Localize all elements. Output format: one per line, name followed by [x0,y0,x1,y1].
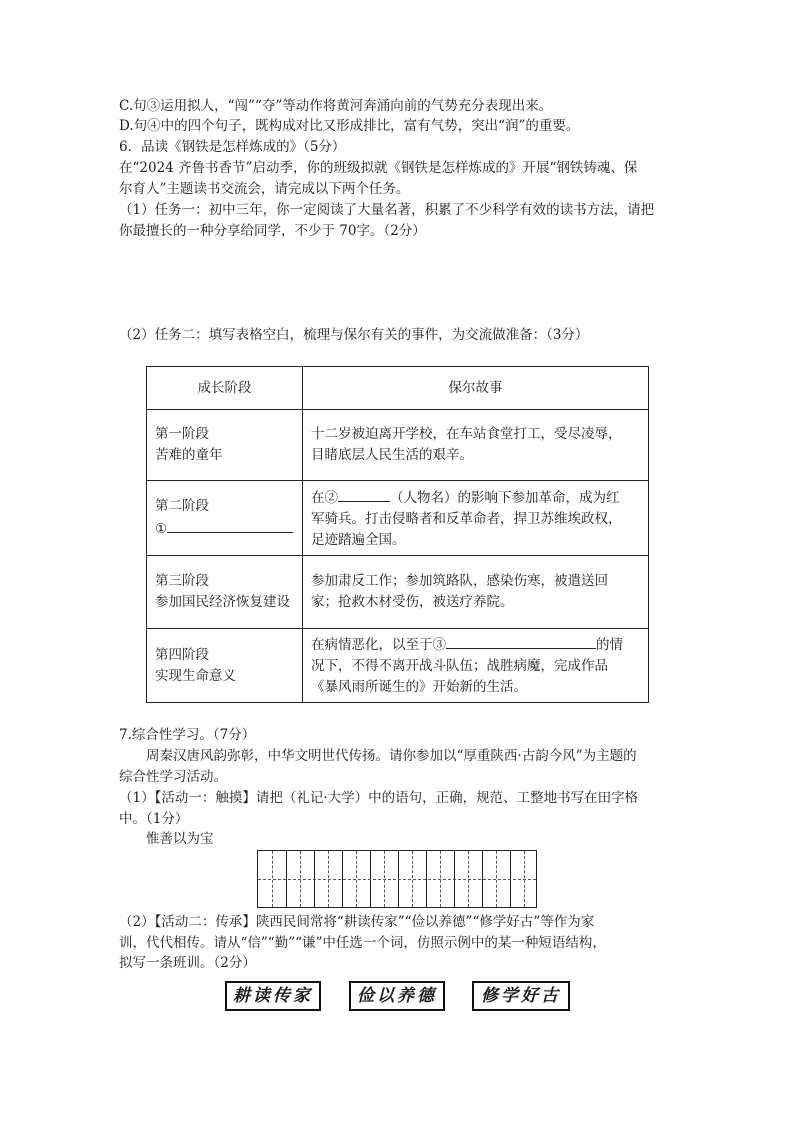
question-7-intro-line-1: 周秦汉唐风韵弥彰，中华文明世代传扬。请你参加以“厚重陕西·古韵今风”为主题的 [146,748,637,764]
stage-label: 第三阶段 [155,573,209,589]
activity-2-line-1: （2）【活动二：传承】陕西民间常将“耕读传家”“俭以养德”“修学好古”等作为家 [119,914,595,930]
story-line [311,486,640,509]
story-cell [303,481,649,556]
option-d: D.句④中的四个句子，既构成对比又形成排比，富有气势，突出“润”的重要。 [119,118,580,134]
story-cell [303,556,649,629]
paul-story-table [146,366,649,703]
stage-label: 第四阶段 [155,646,209,663]
story-line: 足迹踏遍全国。 [311,531,406,548]
question-6-title: 6．品读《钢铁是怎样炼成的》（5分） [119,139,346,155]
table-header-row [147,367,649,410]
activity-2-line-2: 训，代代相传。请从“信”“勤”“谦”中任选一个词，仿照示例中的某一种短语结构， [119,935,606,951]
story-fragment: （人物名）的影响下参加革命，成为红 [390,489,620,506]
story-fragment: 在病情恶化，以至于③ [311,637,446,653]
story-line: 家；抢救木材受伤，被送疗养院。 [311,594,514,610]
table-row [147,481,649,556]
stage-cell [147,410,303,481]
answer-blank-2[interactable] [338,486,390,502]
stage-blank-1 [155,517,294,540]
activity-1-line-2: 中。（1分） [119,811,189,827]
stage-name: 参加国民经济恢复建设 [155,594,290,610]
story-line: 十二岁被迫离开学校，在车站食堂打工，受尽凌辱， [311,426,622,442]
question-6-intro-line-2: 尔育人”主题读书交流会，请完成以下两个任务。 [119,181,410,197]
tianzige-writing-grid[interactable] [257,850,537,908]
table-row [147,556,649,629]
stage-name: 苦难的童年 [155,447,223,463]
motto-seal-3: 修学好古 [472,981,570,1011]
story-line: 况下，不得不离开战斗队伍；战胜病魔，完成作品 [311,658,608,674]
task-2-prompt: （2）任务二：填写表格空白，梳理与保尔有关的事件，为交流做准备：（3分） [119,327,589,343]
stage-label: 第一阶段 [155,426,209,442]
question-7-intro-line-2: 综合性学习活动。 [119,769,227,785]
answer-blank-3[interactable] [446,633,596,649]
motto-seal-1: 耕读传家 [225,981,321,1011]
table-row [147,629,649,703]
activity-1-sentence: 惟善以为宝 [146,831,214,847]
story-line: 目睹底层人民生活的艰辛。 [311,447,473,463]
story-line: 参加肃反工作；参加筑路队，感染伤寒，被遣送回 [311,573,608,589]
activity-2-line-3: 拟写一条班训。（2分） [119,955,256,971]
story-fragment: 的情 [596,637,623,653]
stage-cell [147,481,303,556]
story-line: 军骑兵。打击侵略者和反革命者，捍卫苏维埃政权， [311,510,622,527]
task-1-line-1: （1）任务一：初中三年，你一定阅读了大量名著，积累了不少科学有效的读书方法，请把 [119,202,655,218]
motto-seal-2: 俭以养德 [349,981,445,1011]
stage-label: 第二阶段 [155,498,209,514]
stage-cell [147,556,303,629]
story-line: 《暴风雨所诞生的》开始新的生活。 [311,679,527,695]
question-7-title: 7.综合性学习。（7分） [119,727,256,743]
stage-cell [147,629,303,703]
option-c: C.句③运用拟人，“闯”“夺”等动作将黄河奔涌向前的气势充分表现出来。 [119,98,553,114]
activity-1-line-1: （1）【活动一：触摸】请把（礼记·大学）中的语句，正确，规范、工整地书写在田字格 [119,790,639,806]
story-line [311,633,640,656]
story-fragment: 在② [311,489,338,506]
header-stage: 成长阶段 [147,367,303,410]
answer-blank-1[interactable] [167,517,293,533]
stage-name: 实现生命意义 [155,667,236,684]
task-1-line-2: 你最擅长的一种分享给同学，不少于 70字。（2分） [119,223,426,239]
question-6-intro-line-1: 在“2024 齐鲁书香节”启动季，你的班级拟就《钢铁是怎样炼成的》开展“钢铁铸魂、保 [119,160,638,176]
story-cell [303,410,649,481]
story-cell [303,629,649,703]
blank-marker: ① [155,521,168,537]
header-story: 保尔故事 [303,367,649,410]
table-row [147,410,649,481]
